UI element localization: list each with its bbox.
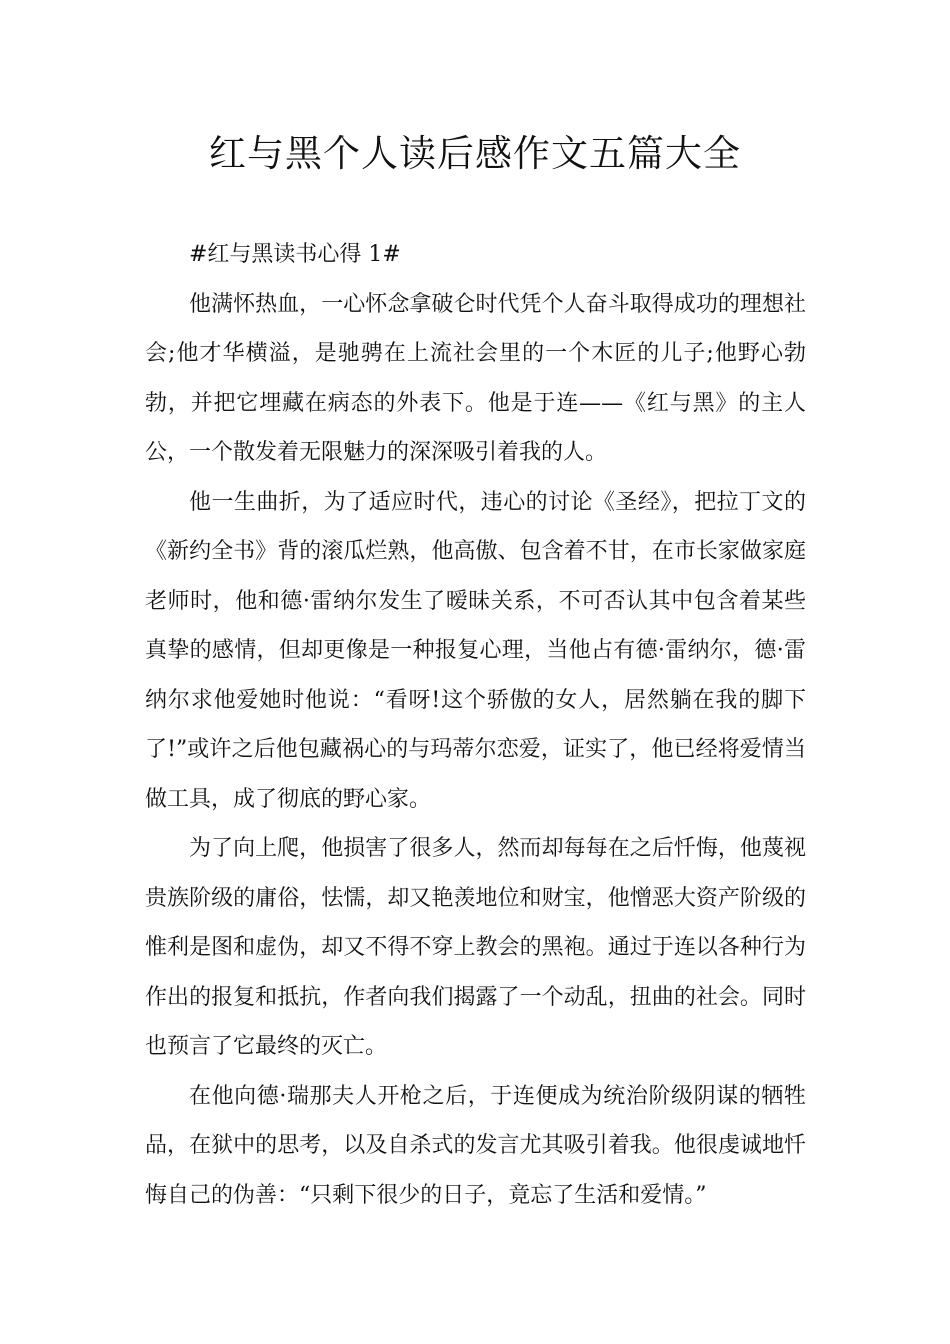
paragraph: 他一生曲折，为了适应时代，违心的讨论《圣经》，把拉丁文的《新约全书》背的滚瓜烂熟，他高傲、包含着不甘，在市长家做家庭老师时，他和德·雷纳尔发生了暧昧关系，不可否认其中包含着某些真挚的感情，但却更像是一种报复心理，当他占有德·雷纳尔，德·雷纳尔求他爱她时他说：“看呀!这个骄傲的女人，居然躺在我的脚下了!”或许之后他包藏祸心的与玛蒂尔恋爱，证实了，他已经将爱情当做工具，成了彻底的野心家。 bbox=[145, 489, 806, 812]
document-title: 红与黑个人读后感作文五篇大全 bbox=[209, 132, 741, 175]
section-heading: #红与黑读书心得 1# bbox=[189, 242, 401, 267]
paragraph: 在他向德·瑞那夫人开枪之后，于连便成为统治阶级阴谋的牺牲品，在狱中的思考，以及自杀式的发言尤其吸引着我。他很虔诚地忏悔自己的伪善：“只剩下很少的日子，竟忘了生活和爱情。” bbox=[145, 1083, 806, 1208]
document-body bbox=[145, 230, 806, 1220]
paragraph: 为了向上爬，他损害了很多人，然而却每每在之后忏悔，他蔑视贵族阶级的庸俗，怯懦，却又艳羡地位和财宝，他憎恶大资产阶级的惟利是图和虚伪，却又不得不穿上教会的黑袍。通过于连以各种行为作出的报复和抵抗，作者向我们揭露了一个动乱，扭曲的社会。同时也预言了它最终的灭亡。 bbox=[145, 836, 806, 1059]
paragraph: 他满怀热血，一心怀念拿破仑时代凭个人奋斗取得成功的理想社会;他才华横溢，是驰骋在上流社会里的一个木匠的儿子;他野心勃勃，并把它埋藏在病态的外表下。他是于连——《红与黑》的主人公，一个散发着无限魅力的深深吸引着我的人。 bbox=[145, 291, 806, 465]
